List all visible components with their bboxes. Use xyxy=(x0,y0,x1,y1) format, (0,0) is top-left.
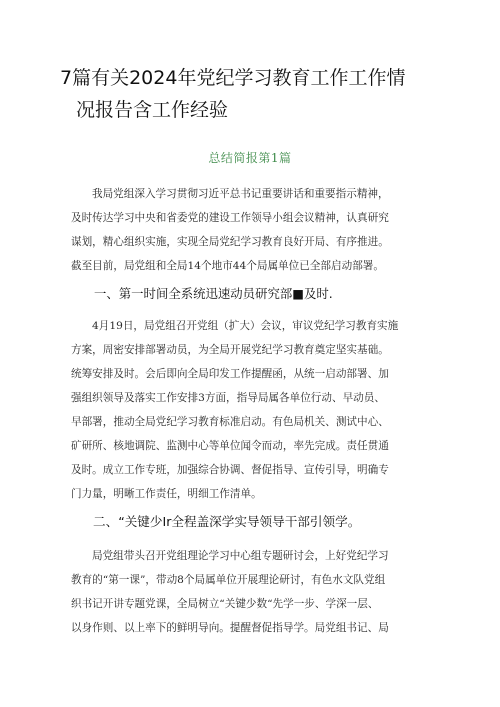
text-line: 我局党组深入学习贯彻习近平总书记重要讲话和重要指示精神， xyxy=(92,188,389,200)
document-title xyxy=(60,62,440,126)
text-line: 及时传达学习中央和省委党的建设工作领导小组会议精神，认真研究 xyxy=(71,212,389,224)
intro-paragraph xyxy=(71,182,443,278)
text-line: 以身作则、以上率下的鲜明导向。提醒督促指导学。局党组书记、局 xyxy=(71,622,389,634)
title-line: 况报告含工作经验 xyxy=(76,99,229,121)
section-heading: 一、第一时间全系统迅速动员研究部■及时. xyxy=(94,286,333,301)
section-paragraph xyxy=(71,314,443,506)
text-line: 强组织领导及落实工作安排3方面，指导局属各单位行动、早动员、 xyxy=(71,392,385,404)
text-line: 谋划，精心组织实施，实现全局党纪学习教育良好开局、有序推进。 xyxy=(71,236,389,248)
text-line: 截至目前，局党组和全局14个地市44个局属单位已全部启动部署。 xyxy=(71,260,384,272)
text-line: 局党组带头召开党组理论学习中心组专题研讨会，上好党纪学习 xyxy=(92,550,389,562)
section-paragraph xyxy=(71,544,443,640)
text-line: 及时。成立工作专班，加强综合协调、督促指导、宣传引导，明确专 xyxy=(71,464,389,476)
text-line: 矿研所、核地调院、监测中心等单位闻令而动，率先完成。责任贯通 xyxy=(71,440,389,452)
text-line: 早部署，推动全局党纪学习教育标准启动。有色局机关、测试中心、 xyxy=(71,416,389,428)
text-line: 教育的“第一课”，带动8个局属单位开展理论研讨，有色水文队党组 xyxy=(71,574,386,586)
title-line: 7篇有关2024年党纪学习教育工作工作情 xyxy=(60,67,406,89)
text-line: 门力量，明晰工作责任，明细工作清单。 xyxy=(71,488,262,500)
section-heading: 二、“关键少Ir全程盖深学实导领导干部引领学。 xyxy=(93,514,361,529)
document-subtitle: 总结简报第1篇 xyxy=(208,151,292,165)
text-line: 4月19日，局党组召开党组（扩大）会议，审议党纪学习教育实施 xyxy=(92,320,399,332)
text-line: 织书记开讲专题党课，全局树立“关键少数“先学一步、学深一层、 xyxy=(71,598,379,610)
text-line: 方案，周密安排部署动员，为全局开展党纪学习教育奠定坚实基础。 xyxy=(71,344,389,356)
text-line: 统筹安排及时。会后即向全局印发工作提醒函，从统一启动部署、加 xyxy=(71,368,389,380)
